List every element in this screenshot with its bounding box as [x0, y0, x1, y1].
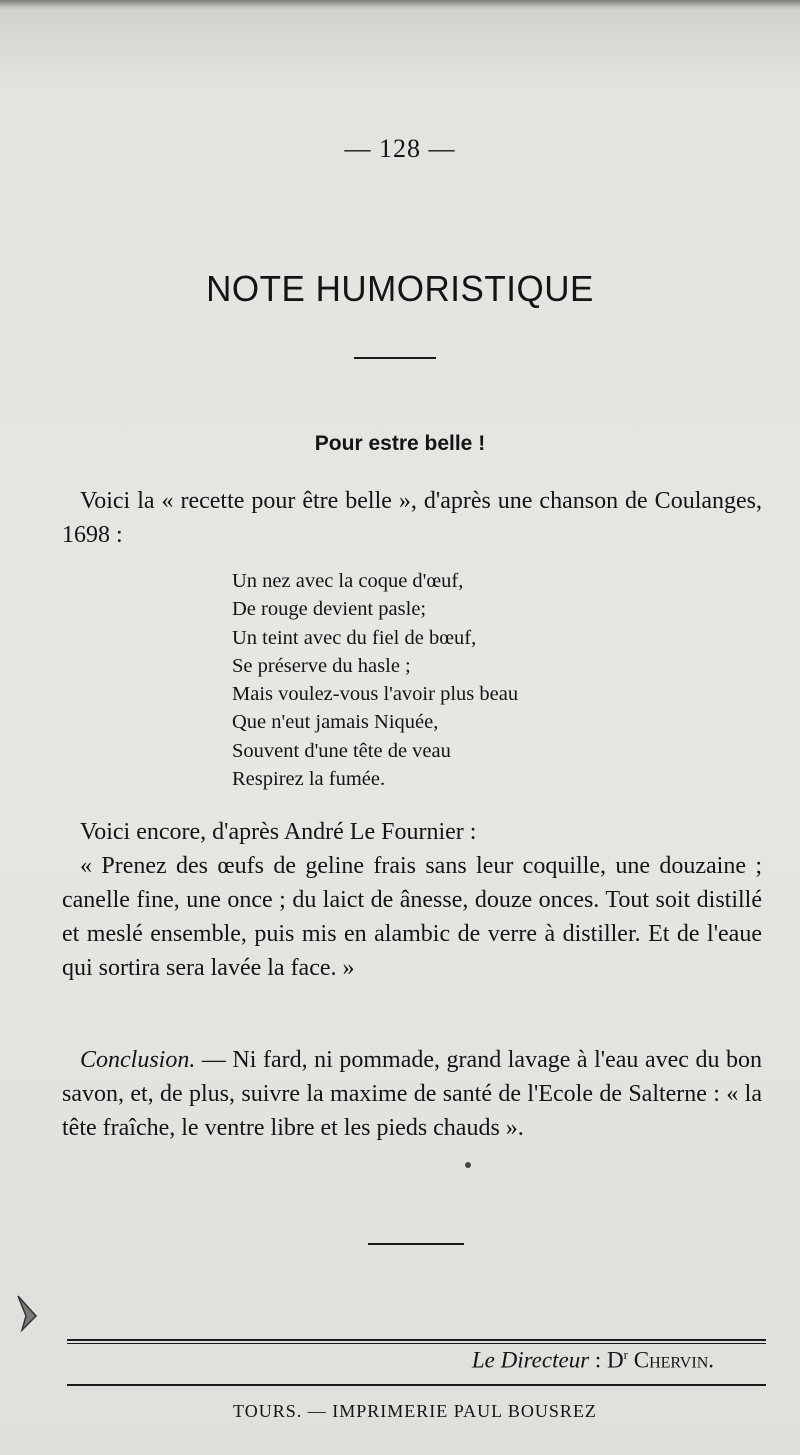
- verse-line: Se préserve du hasle ;: [232, 654, 411, 677]
- conclusion-paragraph: [62, 1043, 762, 1145]
- conclusion-label: Conclusion.: [80, 1047, 196, 1073]
- page-top-edge: [0, 0, 800, 10]
- director-signature: [472, 1347, 714, 1374]
- recipe-paragraph: [62, 849, 762, 985]
- encore-paragraph: [62, 815, 762, 849]
- verse-line: Un teint avec du fiel de bœuf,: [232, 626, 477, 649]
- page-number: — 128 —: [344, 134, 456, 163]
- conclusion-text: — Ni fard, ni pommade, grand lavage à l'eau avec du bon savon, et, de plus, suivre la maxime de santé de l'Ecole de Salterne : « la tête fraîche, le ventre libre et les pieds chauds ».: [62, 1047, 762, 1141]
- recipe-text: « Prenez des œufs de geline frais sans leur coquille, une douzaine ; canelle fine, une once ; du laict de ânesse, douze onces. Tout soit distillé et meslé ensemble, puis mis en alambic de verre à distiller. Et de l'eaue qui sortira sera lavée la face. »: [62, 853, 762, 981]
- verse-line: Un nez avec la coque d'œuf,: [232, 570, 464, 592]
- director-name: Chervin.: [628, 1347, 714, 1373]
- printer-imprint: TOURS. — IMPRIMERIE PAUL BOUSREZ: [233, 1401, 597, 1421]
- verse-block: [232, 567, 632, 793]
- director-label: Le Directeur: [471, 1347, 590, 1373]
- verse-line: De rouge devient pasle;: [232, 598, 427, 621]
- verse-line: Souvent d'une tête de veau: [232, 739, 451, 762]
- footer-rule-bottom: [67, 1384, 766, 1386]
- intro-text: Voici la « recette pour être belle », d'après une chanson de Coulanges, 1698 :: [62, 488, 762, 548]
- verse-line: Que n'eut jamais Niquée,: [232, 711, 439, 734]
- footer-rule-top: [67, 1339, 766, 1341]
- section-subtitle: Pour estre belle !: [314, 432, 486, 455]
- page-title: NOTE HUMORISTIQUE: [206, 269, 594, 310]
- verse-line: Respirez la fumée.: [232, 768, 386, 791]
- intro-paragraph: [62, 484, 762, 552]
- margin-arrow-icon: [14, 1290, 40, 1334]
- title-divider: [354, 357, 436, 359]
- footer-rule-top-thin: [67, 1343, 766, 1344]
- director-superscript: r: [623, 1347, 628, 1362]
- director-separator: : D: [589, 1347, 624, 1373]
- verse-line: Mais voulez-vous l'avoir plus beau: [232, 683, 519, 706]
- end-divider: [368, 1243, 464, 1245]
- encore-text: Voici encore, d'après André Le Fournier :: [80, 819, 477, 845]
- ink-speck: [465, 1162, 471, 1168]
